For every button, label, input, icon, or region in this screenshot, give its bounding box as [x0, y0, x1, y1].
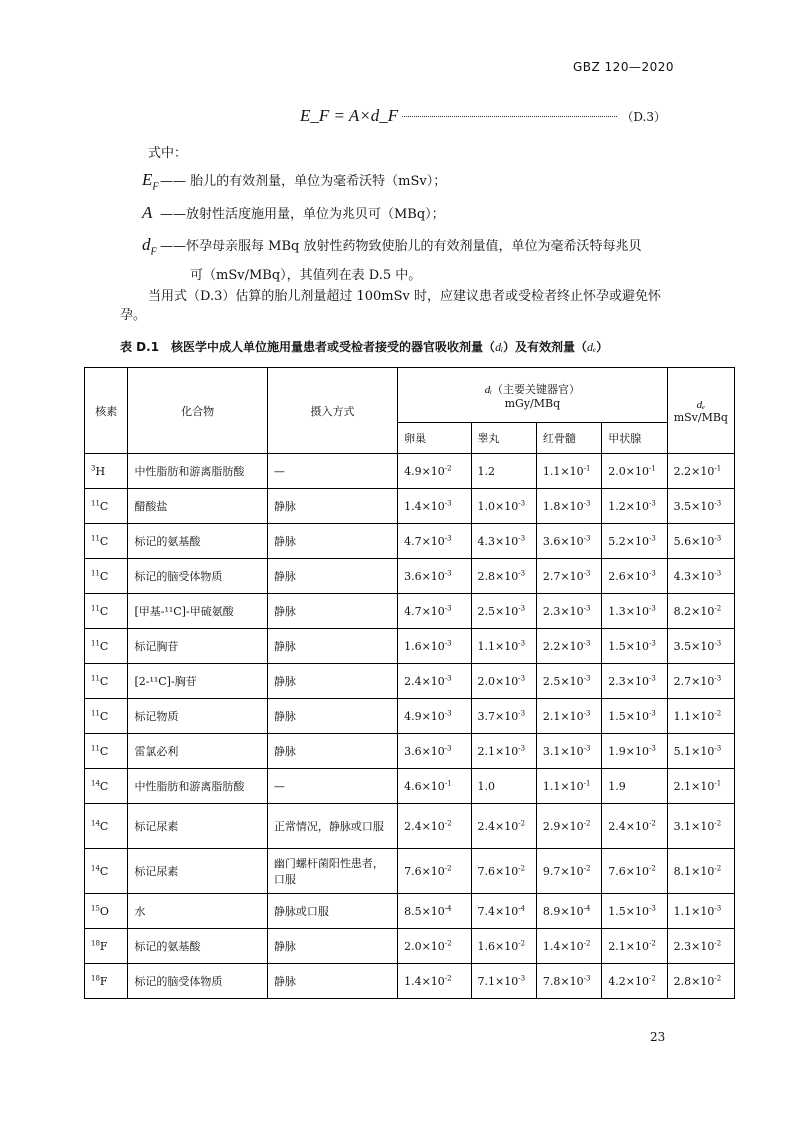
cell-compound: 中性脂肪和游离脂肪酸: [128, 769, 267, 804]
cell-effective-dose: $2.2\times 10^{-1}$: [667, 454, 734, 489]
cell-compound: 标记的脑受体物质: [128, 964, 267, 999]
cell-organ-dose: $4.2\times 10^{-2}$: [602, 964, 667, 999]
header-nuclide: 核素: [85, 368, 128, 454]
cell-compound: 雷氯必利: [128, 734, 267, 769]
cell-organ-dose: $9.7\times 10^{-2}$: [536, 849, 601, 894]
cell-organ-dose: $2.3\times 10^{-3}$: [536, 594, 601, 629]
cell-organ-dose: $1.5\times 10^{-3}$: [602, 629, 667, 664]
cell-route: —: [267, 769, 397, 804]
cell-compound: 标记的氨基酸: [128, 524, 267, 559]
cell-organ-dose: $2.1\times 10^{-3}$: [536, 699, 601, 734]
cell-organ-dose: $2.4\times 10^{-2}$: [602, 804, 667, 849]
cell-effective-dose: $5.6\times 10^{-3}$: [667, 524, 734, 559]
cell-organ-dose: $7.6\times 10^{-2}$: [398, 849, 471, 894]
cell-route: 正常情况，静脉或口服: [267, 804, 397, 849]
table-row: [85, 664, 735, 699]
table-title: 表 D.1 核医学中成人单位施用量患者或受检者接受的器官吸收剂量（dᵢ）及有效剂量（dₑ）: [120, 340, 609, 354]
cell-nuclide: $^{14}$C: [85, 849, 128, 894]
table-row: [85, 964, 735, 999]
cell-compound: 标记尿素: [128, 849, 267, 894]
cell-organ-dose: $2.9\times 10^{-2}$: [536, 804, 601, 849]
table-row: [85, 734, 735, 769]
cell-organ-dose: $1.4\times 10^{-2}$: [398, 964, 471, 999]
cell-compound: 水: [128, 894, 267, 929]
cell-organ-dose: $3.7\times 10^{-3}$: [471, 699, 536, 734]
cell-effective-dose: $8.2\times 10^{-2}$: [667, 594, 734, 629]
cell-compound: [2-¹¹C]-胸苷: [128, 664, 267, 699]
cell-organ-dose: $3.6\times 10^{-3}$: [398, 559, 471, 594]
cell-organ-dose: $1.3\times 10^{-3}$: [602, 594, 667, 629]
cell-organ-dose: $2.2\times 10^{-3}$: [536, 629, 601, 664]
cell-organ-dose: $2.0\times 10^{-1}$: [602, 454, 667, 489]
cell-organ-dose: 1.0: [471, 769, 536, 804]
table-row: [85, 489, 735, 524]
cell-organ-dose: $7.8\times 10^{-3}$: [536, 964, 601, 999]
cell-nuclide: $^{14}$C: [85, 804, 128, 849]
table-body: [85, 454, 735, 999]
definition-symbol: $d_F$: [142, 235, 157, 258]
cell-organ-dose: $1.4\times 10^{-2}$: [536, 929, 601, 964]
table-row: [85, 454, 735, 489]
cell-organ-dose: $3.6\times 10^{-3}$: [536, 524, 601, 559]
definition-symbol: A: [142, 203, 153, 222]
cell-route: —: [267, 454, 397, 489]
cell-organ-dose: $1.2\times 10^{-3}$: [602, 489, 667, 524]
formula-expression-text: E_F = A×d_F: [300, 106, 399, 125]
cell-organ-dose: $4.3\times 10^{-3}$: [471, 524, 536, 559]
header-organ-red-marrow: 红骨髓: [536, 423, 601, 454]
table-row: [85, 594, 735, 629]
cell-route: 静脉: [267, 964, 397, 999]
header-organ-testis: 睾丸: [471, 423, 536, 454]
cell-organ-dose: $4.6\times 10^{-1}$: [398, 769, 471, 804]
cell-organ-dose: $1.1\times 10^{-3}$: [471, 629, 536, 664]
cell-organ-dose: $2.4\times 10^{-2}$: [471, 804, 536, 849]
cell-organ-dose: $1.5\times 10^{-3}$: [602, 699, 667, 734]
cell-organ-dose: $1.8\times 10^{-3}$: [536, 489, 601, 524]
cell-route: 静脉或口服: [267, 894, 397, 929]
definition-text: ——怀孕母亲服每 MBq 放射性药物致使胎儿的有效剂量值，单位为毫希沃特每兆贝: [160, 239, 642, 254]
cell-compound: 标记的氨基酸: [128, 929, 267, 964]
cell-organ-dose: $7.6\times 10^{-2}$: [471, 849, 536, 894]
cell-compound: 标记尿素: [128, 804, 267, 849]
cell-organ-dose: $1.0\times 10^{-3}$: [471, 489, 536, 524]
header-effective-dose: dₑ mSv/MBq: [667, 368, 734, 454]
cell-compound: 中性脂肪和游离脂肪酸: [128, 454, 267, 489]
cell-nuclide: $^{15}$O: [85, 894, 128, 929]
table-row: [85, 629, 735, 664]
cell-compound: 标记胸苷: [128, 629, 267, 664]
cell-organ-dose: $4.7\times 10^{-3}$: [398, 524, 471, 559]
cell-organ-dose: $7.6\times 10^{-2}$: [602, 849, 667, 894]
table-row: [85, 524, 735, 559]
cell-effective-dose: $5.1\times 10^{-3}$: [667, 734, 734, 769]
cell-organ-dose: $1.6\times 10^{-2}$: [471, 929, 536, 964]
cell-route: 静脉: [267, 699, 397, 734]
cell-compound: 标记物质: [128, 699, 267, 734]
cell-effective-dose: $1.1\times 10^{-2}$: [667, 699, 734, 734]
cell-route: 静脉: [267, 489, 397, 524]
header-route: 摄入方式: [267, 368, 397, 454]
page-number: 23: [650, 1030, 666, 1044]
cell-organ-dose: $3.1\times 10^{-3}$: [536, 734, 601, 769]
cell-route: 静脉: [267, 664, 397, 699]
cell-nuclide: $^{11}$C: [85, 559, 128, 594]
cell-effective-dose: $2.3\times 10^{-2}$: [667, 929, 734, 964]
table-row: [85, 769, 735, 804]
cell-nuclide: $^{11}$C: [85, 524, 128, 559]
cell-organ-dose: $5.2\times 10^{-3}$: [602, 524, 667, 559]
cell-organ-dose: $2.1\times 10^{-3}$: [471, 734, 536, 769]
standard-code: GBZ 120—2020: [572, 60, 674, 74]
cell-effective-dose: $8.1\times 10^{-2}$: [667, 849, 734, 894]
table-row: [85, 559, 735, 594]
cell-nuclide: $^{14}$C: [85, 769, 128, 804]
cell-organ-dose: $2.6\times 10^{-3}$: [602, 559, 667, 594]
cell-nuclide: $^{11}$C: [85, 489, 128, 524]
cell-compound: 醋酸盐: [128, 489, 267, 524]
cell-organ-dose: $4.9\times 10^{-3}$: [398, 699, 471, 734]
cell-route: 幽门螺杆菌阳性患者，口服: [267, 849, 397, 894]
cell-organ-dose: $2.8\times 10^{-3}$: [471, 559, 536, 594]
cell-effective-dose: $4.3\times 10^{-3}$: [667, 559, 734, 594]
cell-compound: [甲基-¹¹C]-甲硫氨酸: [128, 594, 267, 629]
cell-nuclide: $^{11}$C: [85, 699, 128, 734]
cell-nuclide: $^3$H: [85, 454, 128, 489]
cell-route: 静脉: [267, 524, 397, 559]
definition-df: [142, 235, 641, 257]
formula-expression: [300, 106, 398, 126]
formula-d3: [300, 106, 666, 126]
title-symbol-de: dₑ: [586, 340, 597, 354]
header-organ-dose-group: dᵢ（主要关键器官） mGy/MBq: [398, 368, 668, 423]
cell-effective-dose: $2.7\times 10^{-3}$: [667, 664, 734, 699]
cell-route: 静脉: [267, 629, 397, 664]
cell-nuclide: $^{11}$C: [85, 629, 128, 664]
where-label: 式中：: [148, 146, 188, 161]
header-organ-ovary: 卵巢: [398, 423, 471, 454]
cell-nuclide: $^{18}$F: [85, 964, 128, 999]
cell-organ-dose: $3.6\times 10^{-3}$: [398, 734, 471, 769]
cell-compound: 标记的脑受体物质: [128, 559, 267, 594]
cell-nuclide: $^{18}$F: [85, 929, 128, 964]
cell-nuclide: $^{11}$C: [85, 594, 128, 629]
definition-continuation: 可（mSv/MBq），其值列在表 D.5 中。: [190, 268, 422, 283]
table-row: [85, 894, 735, 929]
cell-effective-dose: $2.1\times 10^{-1}$: [667, 769, 734, 804]
cell-organ-dose: $1.4\times 10^{-3}$: [398, 489, 471, 524]
definition-ef: [142, 170, 446, 192]
definition-a: [142, 203, 445, 225]
header-organ-thyroid: 甲状腺: [602, 423, 667, 454]
table-row: [85, 804, 735, 849]
cell-organ-dose: 1.9: [602, 769, 667, 804]
cell-organ-dose: $7.4\times 10^{-4}$: [471, 894, 536, 929]
title-symbol-di: dᵢ: [495, 340, 503, 354]
cell-effective-dose: $3.5\times 10^{-3}$: [667, 629, 734, 664]
cell-organ-dose: $2.1\times 10^{-2}$: [602, 929, 667, 964]
cell-route: 静脉: [267, 929, 397, 964]
cell-nuclide: $^{11}$C: [85, 664, 128, 699]
cell-organ-dose: $4.9\times 10^{-2}$: [398, 454, 471, 489]
cell-organ-dose: $2.5\times 10^{-3}$: [471, 594, 536, 629]
cell-organ-dose: $1.1\times 10^{-1}$: [536, 454, 601, 489]
cell-organ-dose: $2.4\times 10^{-2}$: [398, 804, 471, 849]
cell-organ-dose: $7.1\times 10^{-3}$: [471, 964, 536, 999]
cell-effective-dose: $1.1\times 10^{-3}$: [667, 894, 734, 929]
cell-effective-dose: $2.8\times 10^{-2}$: [667, 964, 734, 999]
cell-organ-dose: $8.9\times 10^{-4}$: [536, 894, 601, 929]
cell-organ-dose: $4.7\times 10^{-3}$: [398, 594, 471, 629]
formula-number: （D.3）: [621, 110, 666, 124]
header-compound: 化合物: [128, 368, 267, 454]
formula-leader-dots: [402, 116, 617, 117]
cell-route: 静脉: [267, 734, 397, 769]
cell-organ-dose: $2.5\times 10^{-3}$: [536, 664, 601, 699]
cell-organ-dose: 1.2: [471, 454, 536, 489]
table-row: [85, 699, 735, 734]
paragraph-termination-advice: 当用式（D.3）估算的胎儿剂量超过 100mSv 时，应建议患者或受检者终止怀孕或避免怀孕。: [120, 289, 662, 323]
cell-organ-dose: $2.0\times 10^{-3}$: [471, 664, 536, 699]
cell-route: 静脉: [267, 559, 397, 594]
cell-effective-dose: $3.1\times 10^{-2}$: [667, 804, 734, 849]
cell-route: 静脉: [267, 594, 397, 629]
cell-organ-dose: $1.5\times 10^{-3}$: [602, 894, 667, 929]
table-row: [85, 849, 735, 894]
cell-organ-dose: $2.0\times 10^{-2}$: [398, 929, 471, 964]
cell-organ-dose: $1.1\times 10^{-1}$: [536, 769, 601, 804]
cell-organ-dose: $1.9\times 10^{-3}$: [602, 734, 667, 769]
cell-organ-dose: $2.7\times 10^{-3}$: [536, 559, 601, 594]
definition-text: ——放射性活度施用量，单位为兆贝可（MBq）；: [160, 207, 445, 222]
cell-organ-dose: $2.4\times 10^{-3}$: [398, 664, 471, 699]
table-row: [85, 929, 735, 964]
cell-effective-dose: $3.5\times 10^{-3}$: [667, 489, 734, 524]
definition-text: —— 胎儿的有效剂量，单位为毫希沃特（mSv）；: [160, 174, 447, 189]
cell-organ-dose: $2.3\times 10^{-3}$: [602, 664, 667, 699]
cell-nuclide: $^{11}$C: [85, 734, 128, 769]
dose-table: [84, 367, 735, 999]
cell-organ-dose: $8.5\times 10^{-4}$: [398, 894, 471, 929]
definition-symbol: $E_F$: [142, 170, 159, 193]
cell-organ-dose: $1.6\times 10^{-3}$: [398, 629, 471, 664]
